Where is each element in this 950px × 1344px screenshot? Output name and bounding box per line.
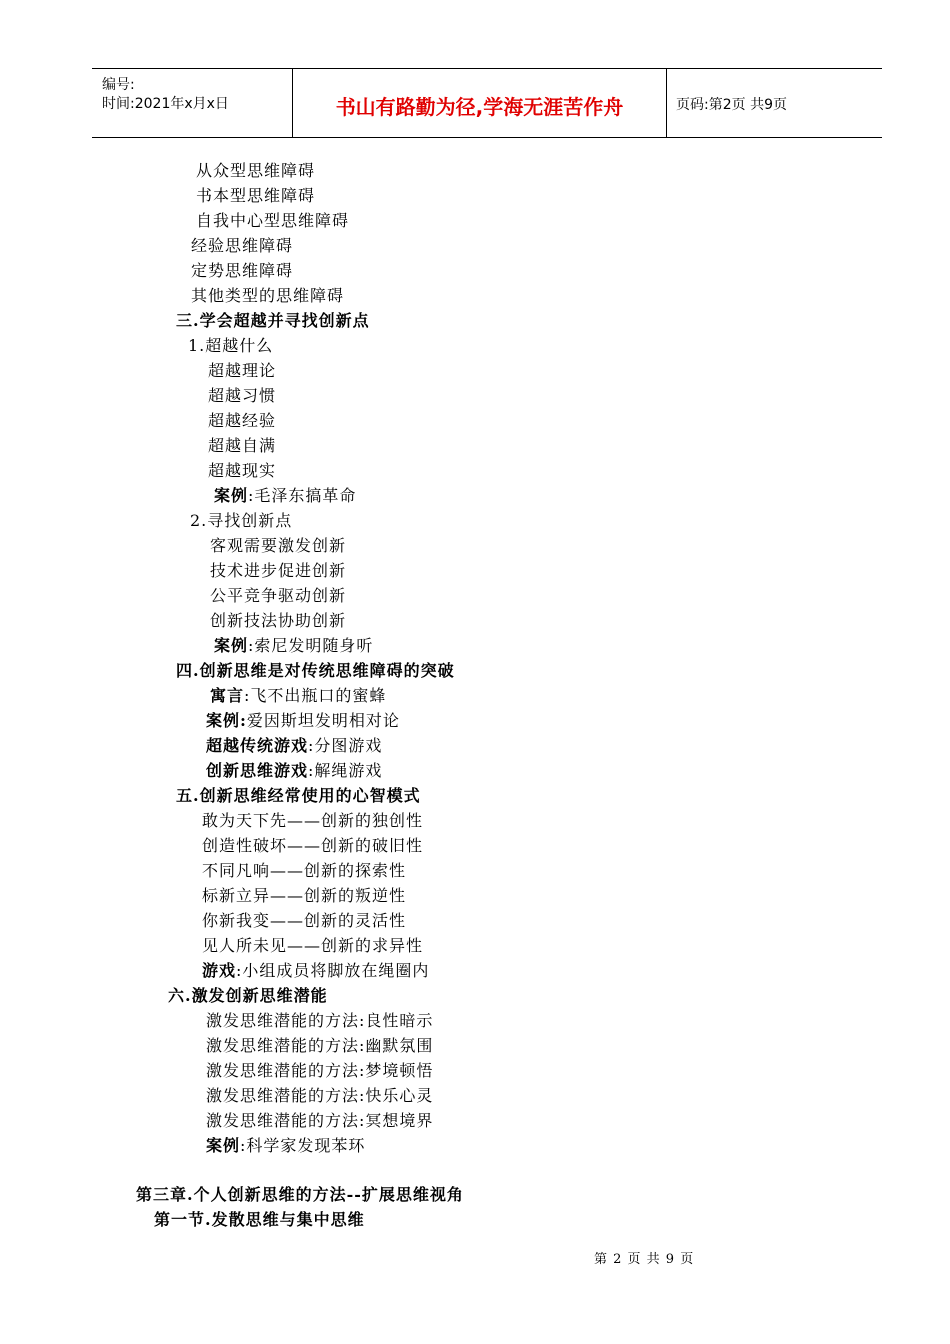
section-heading: 三.学会超越并寻找创新点 [176,311,370,330]
document-time-label: 时间:2021年x月x日 [102,96,229,112]
game-label: 超越传统游戏 [206,736,309,755]
case-line [214,636,373,656]
subsection-heading: 2.寻找创新点 [190,511,293,530]
outline-item: 激发思维潜能的方法:良性暗示 [206,1011,434,1030]
game-label: 游戏 [202,961,237,980]
outline-item: 技术进步促进创新 [210,561,347,580]
game-line [206,761,382,781]
outline-item: 经验思维障碍 [191,236,294,255]
outline-item: 超越习惯 [208,386,277,405]
outline-item: 定势思维障碍 [191,261,294,280]
case-text: 爱因斯坦发明相对论 [246,711,400,730]
outline-item: 客观需要激发创新 [210,536,347,555]
fable-label: 寓言 [210,686,245,705]
section-heading: 第一节.发散思维与集中思维 [154,1210,365,1229]
case-line [206,711,400,731]
game-label: 创新思维游戏 [206,761,309,780]
outline-item: 书本型思维障碍 [196,186,316,205]
document-number-label: 编号: [102,77,135,93]
section-heading: 五.创新思维经常使用的心智模式 [176,786,421,805]
outline-item: 激发思维潜能的方法:幽默氛围 [206,1036,434,1055]
case-text: :科学家发现苯环 [240,1136,366,1155]
header-meta-cell [92,69,292,137]
header-motto-cell [292,69,667,137]
page-header [92,68,882,138]
outline-item: 超越自满 [208,436,277,455]
outline-item: 见人所未见——创新的求异性 [202,936,424,955]
fable-text: :飞不出瓶口的蜜蜂 [244,686,387,705]
outline-item: 激发思维潜能的方法:梦境顿悟 [206,1061,434,1080]
outline-item: 自我中心型思维障碍 [196,211,350,230]
case-line [206,1136,365,1156]
outline-item: 超越理论 [208,361,277,380]
outline-item: 超越经验 [208,411,277,430]
outline-item: 激发思维潜能的方法:冥想境界 [206,1111,434,1130]
outline-item: 超越现实 [208,461,277,480]
case-text: :索尼发明随身听 [248,636,374,655]
outline-item: 创造性破坏——创新的破旧性 [202,836,424,855]
section-heading: 六.激发创新思维潜能 [168,986,328,1005]
case-label: 案例: [206,711,247,730]
outline-item: 从众型思维障碍 [196,161,316,180]
outline-item: 不同凡响——创新的探索性 [202,861,407,880]
outline-item: 创新技法协助创新 [210,611,347,630]
case-label: 案例 [214,486,249,505]
case-text: :毛泽东搞革命 [248,486,357,505]
outline-item: 敢为天下先——创新的独创性 [202,811,424,830]
game-line [202,961,429,981]
outline-item: 其他类型的思维障碍 [191,286,345,305]
header-page-number: 页码:第2页 共9页 [676,97,787,113]
game-text: :分图游戏 [308,736,383,755]
game-line [206,736,382,756]
case-line [214,486,356,506]
game-text: :小组成员将脚放在绳圈内 [236,961,430,980]
outline-item: 标新立异——创新的叛逆性 [202,886,407,905]
section-heading: 四.创新思维是对传统思维障碍的突破 [176,661,455,680]
outline-item: 你新我变——创新的灵活性 [202,911,407,930]
case-label: 案例 [206,1136,241,1155]
header-page-cell [666,69,882,137]
fable-line [210,686,386,706]
page-footer: 第 2 页 共 9 页 [594,1252,695,1267]
chapter-heading: 第三章.个人创新思维的方法--扩展思维视角 [136,1185,464,1204]
subsection-heading: 1.超越什么 [188,336,274,355]
case-label: 案例 [214,636,249,655]
outline-item: 激发思维潜能的方法:快乐心灵 [206,1086,434,1105]
outline-item: 公平竞争驱动创新 [210,586,347,605]
game-text: :解绳游戏 [308,761,383,780]
header-motto: 书山有路勤为径,学海无涯苦作舟 [335,95,624,119]
